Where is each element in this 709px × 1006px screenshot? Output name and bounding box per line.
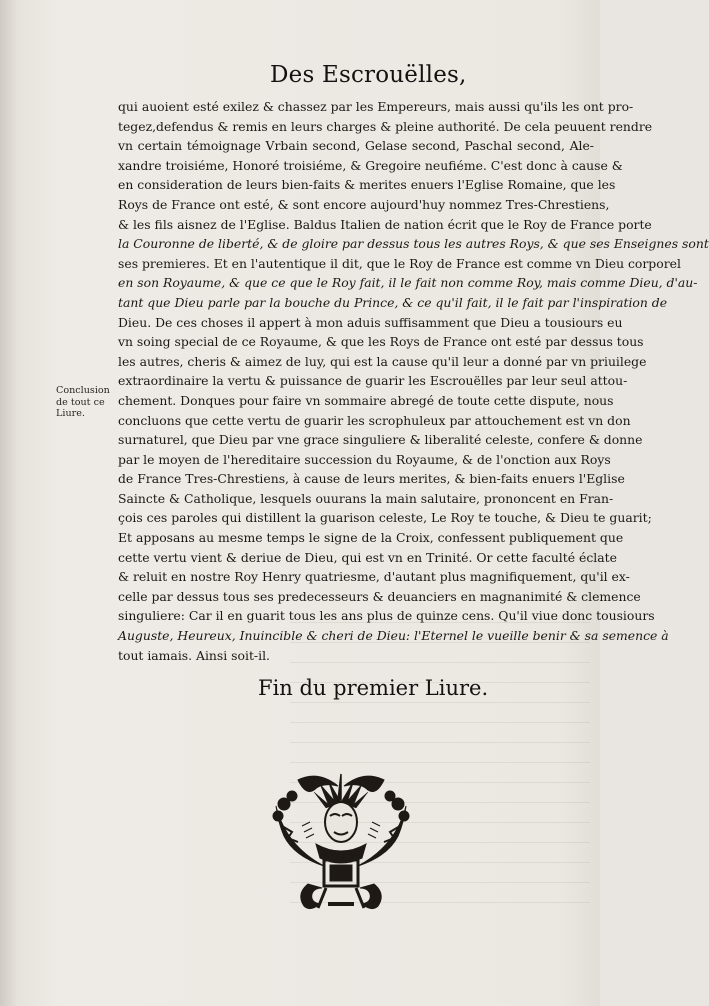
- text-line: tegez,defendus & remis en leurs charges & pleine authorité. De cela peuuent rendre: [118, 118, 653, 134]
- text-line: & reluit en nostre Roy Henry quatriesme, d'autant plus magnifiquement, qu'il ex-: [118, 569, 630, 585]
- text-line: & les fils aisnez de l'Eglise. Baldus Italien de nation écrit que le Roy de France porte: [118, 216, 652, 232]
- running-head: Des Escrouëlles,: [270, 62, 467, 88]
- text-line: concluons que cette vertu de guarir les scrophuleux par attouchement est vn don: [118, 412, 631, 428]
- margin-note-line: Liure.: [56, 408, 85, 420]
- text-line: celle par dessus tous ses predecesseurs & deuanciers en magnanimité & clemence: [118, 588, 641, 604]
- text-line: Et apposans au mesme temps le signe de la Croix, confessent publiquement que: [118, 530, 624, 546]
- text-line: tant que Dieu parle par la bouche du Prince, & ce qu'il fait, il le fait par l'inspiration de: [118, 294, 668, 310]
- text-line: Auguste, Heureux, Inuincible & cheri de Dieu: l'Eternel le vueille benir & sa semence à: [118, 628, 669, 644]
- text-line: vn certain témoignage Vrbain second, Gelase second, Paschal second, Ale-: [118, 138, 594, 154]
- text-line: Saincte & Catholique, lesquels ouurans la main salutaire, prononcent en Fran-: [118, 490, 614, 506]
- text-line: qui auoient esté exilez & chassez par les Empereurs, mais aussi qu'ils les ont pro-: [118, 99, 634, 114]
- text-line: singuliere: Car il en guarit tous les ans plus de quinze cens. Qu'il viue donc tousiours: [118, 608, 655, 624]
- text-line: par le moyen de l'hereditaire succession du Royaume, & de l'onction aux Roys: [118, 451, 611, 467]
- text-line: en consideration de leurs bien-faits & merites enuers l'Eglise Romaine, que les: [118, 177, 616, 193]
- text-line: en son Royaume, & que ce que le Roy fait, il le fait non comme Roy, mais comme Dieu, d'au-: [118, 275, 698, 291]
- text-line: Dieu. De ces choses il appert à mon aduis suffisamment que Dieu a tousiours eu: [118, 314, 623, 330]
- margin-note-line: Conclusion: [56, 385, 110, 396]
- text-line: xandre troisiéme, Honoré troisiéme, & Gregoire neufiéme. C'est donc à cause &: [118, 157, 623, 173]
- text-line: les autres, cheris & aimez de luy, qui est la cause qu'il leur a donné par vn priuilege: [118, 353, 647, 369]
- text-line: extraordinaire la vertu & puissance de guarir les Escrouëlles par leur seul attou-: [118, 373, 628, 389]
- text-line: tout iamais. Ainsi soit-il.: [118, 647, 270, 663]
- margin-note: [56, 385, 114, 420]
- text-line: Roys de France ont esté, & sont encore aujourd'huy nommez Tres-Chrestiens,: [118, 196, 610, 212]
- woodcut-ornament-icon: [268, 766, 414, 912]
- margin-note-line: de tout ce: [56, 396, 105, 408]
- body-text: [118, 97, 709, 665]
- text-line: surnaturel, que Dieu par vne grace singuliere & liberalité celeste, confere & donne: [118, 432, 643, 448]
- text-line: çois ces paroles qui distillent la guarison celeste, Le Roy te touche, & Dieu te guarit;: [118, 510, 652, 526]
- closing-title: Fin du premier Liure.: [258, 676, 489, 700]
- text-line: cette vertu vient & deriue de Dieu, qui est vn en Trinité. Or cette faculté éclate: [118, 549, 617, 565]
- text-line: ses premieres. Et en l'autentique il dit, que le Roy de France est comme vn Dieu corporel: [118, 255, 681, 271]
- text-line: vn soing special de ce Royaume, & que les Roys de France ont esté par dessus tous: [118, 334, 644, 350]
- text-line: la Couronne de liberté, & de gloire par dessus tous les autres Roys, & que ses Enseignes sont: [118, 236, 709, 252]
- text-line: de France Tres-Chrestiens, à cause de leurs merites, & bien-faits enuers l'Eglise: [118, 471, 625, 487]
- text-line: chement. Donques pour faire vn sommaire abregé de toute cette dispute, nous: [118, 392, 614, 408]
